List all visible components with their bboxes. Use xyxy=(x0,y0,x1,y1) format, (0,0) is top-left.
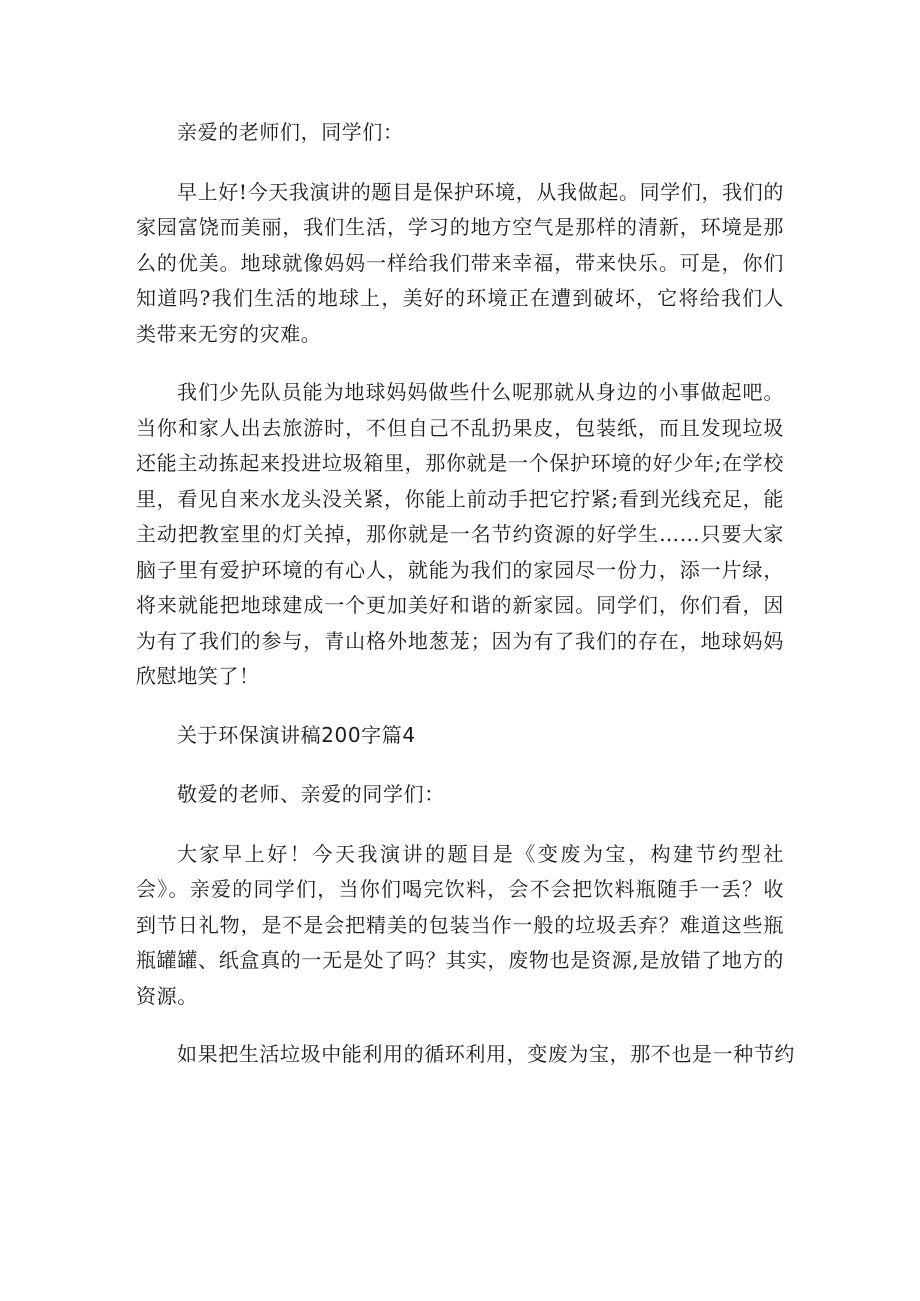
greeting-teachers-students: 亲爱的老师们，同学们： xyxy=(177,120,404,144)
paragraph-recycling-cutoff: 如果把生活垃圾中能利用的循环利用，变废为宝，那不也是一种节约 xyxy=(177,1042,795,1066)
paragraph-intro: 早上好!今天我演讲的题目是保护环境，从我做起。同学们，我们的家园富饶而美丽，我们生活，学习的地方空气是那样的清新，环境是那么的优美。地球就像妈妈一样给我们带来幸福，带来快乐。可是，你们知道吗?我们生活的地球上，美好的环境正在遭到破坏，它将给我们人类带来无穷的灾难。 xyxy=(136,179,784,346)
section-title: 关于环保演讲稿200字篇4 xyxy=(177,722,416,747)
paragraph-young-pioneers: 我们少先队员能为地球妈妈做些什么呢那就从身边的小事做起吧。当你和家人出去旅游时，不但自己不乱扔果皮，包装纸，而且发现垃圾还能主动拣起来投进垃圾箱里，那你就是一个保护环境的好少年;在学校里，看见自来水龙头没关紧，你能上前动手把它拧紧;看到光线充足，能主动把教室里的灯关掉，那你就是一名节约资源的好学生……只要大家脑子里有爱护环境的有心人，就能为我们的家园尽一份力，添一片绿，将来就能把地球建成一个更加美好和谐的新家园。同学们，你们看，因为有了我们的参与，青山格外地葱茏；因为有了我们的存在，地球妈妈欣慰地笑了！ xyxy=(136,380,784,688)
paragraph-waste-to-treasure: 大家早上好！今天我演讲的题目是《变废为宝，构建节约型社会》。亲爱的同学们，当你们喝完饮料，会不会把饮料瓶随手一丢？收到节日礼物，是不是会把精美的包装当作一般的垃圾丢弃？难道这些瓶瓶罐罐、纸盒真的一无是处了吗？其实，废物也是资源,是放错了地方的资源。 xyxy=(136,841,784,1008)
document-body xyxy=(136,115,795,1073)
greeting-respected-teachers: 敬爱的老师、亲爱的同学们： xyxy=(177,782,445,806)
